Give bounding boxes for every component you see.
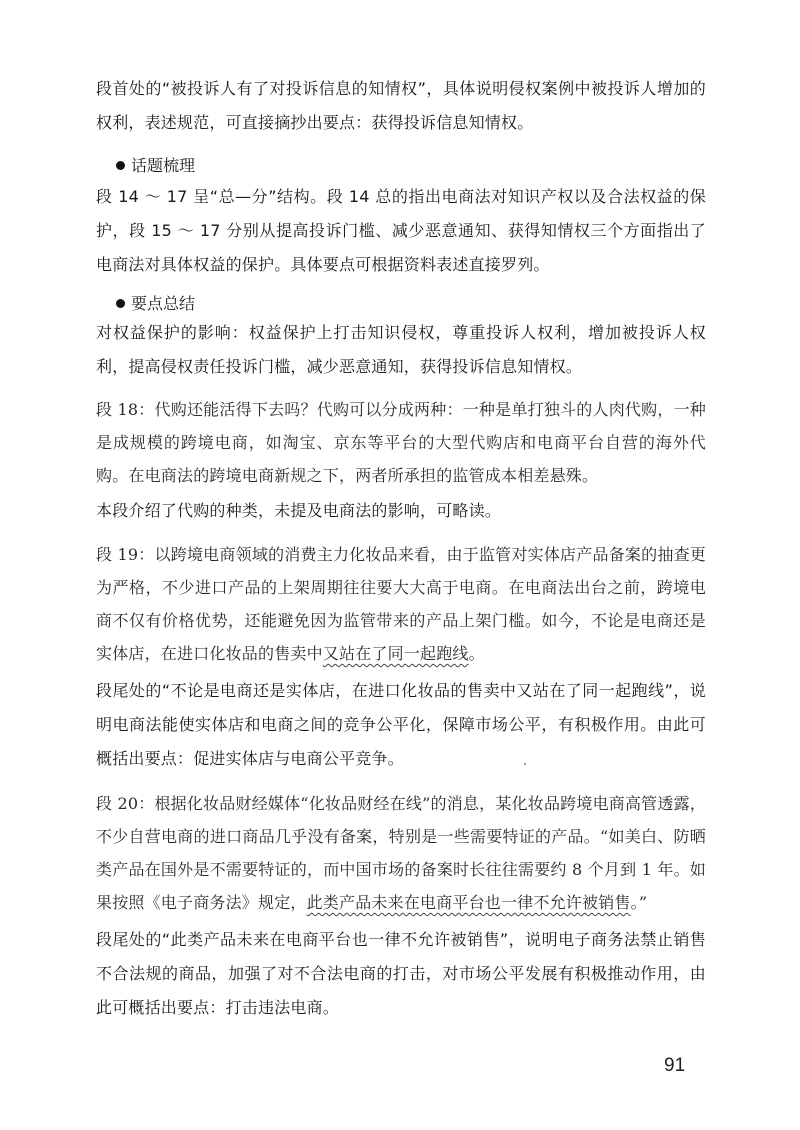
page-number: 91 — [664, 1055, 686, 1076]
paragraph-19-analysis: 段尾处的“不论是电商还是实体店，在进口化妆品的售卖中又站在了同一起跑线”，说明电商法能使实体店和电商之间的竞争公平化，保障市场公平，有积极作用。由此可概括出要点：促进实体店与电商公平竞争。 — [96, 681, 706, 768]
paragraph-key-points-summary: 对权益保护的影响：权益保护上打击知识侵权，尊重投诉人权利，增加被投诉人权利，提高侵权责任投诉门槛，减少恶意通知，获得投诉信息知情权。 — [96, 323, 706, 376]
underlined-phrase: 又站在了同一起跑线 — [322, 644, 469, 663]
section-heading-key-points — [116, 290, 195, 318]
paragraph-19-end: 。 — [468, 644, 485, 663]
section-heading-topic-outline — [116, 152, 195, 180]
source-paragraph-18: 段 18：代购还能活得下去吗？代购可以分成两种：一种是单打独斗的人肉代购，一种是成规模的跨境电商，如淘宝、京东等平台的大型代购店和电商平台自营的海外代购。在电商法的跨境电商新规之下，两者所承担的监管成本相差悬殊。 — [96, 400, 706, 485]
source-paragraph-20 — [96, 787, 706, 919]
paragraph-18-analysis: 本段介绍了代购的种类，未提及电商法的影响，可略读。 — [96, 501, 502, 520]
paragraph-20-end: 。” — [630, 893, 648, 912]
source-paragraph-19 — [96, 538, 706, 670]
paragraph-20-analysis: 段尾处的“此类产品未来在电商平台也一律不允许被销售”，说明电子商务法禁止销售不合法规的商品，加强了对不合法电商的打击，对市场公平发展有积极推动作用，由此可概括出要点：打击违法电商。 — [96, 930, 706, 1017]
bullet-icon — [116, 299, 125, 308]
paragraph-topic-outline: 段 14 ～ 17 呈“总—分”结构。段 14 总的指出电商法对知识产权以及合法权益的保护，段 15 ～ 17 分别从提高投诉门槛、减少恶意通知、获得知情权三个方面指出了电商法对具体权益的保护。具体要点可根据资料表述直接罗列。 — [96, 187, 706, 274]
bullet-icon — [116, 161, 125, 170]
paragraph-knowledge-right: 段首处的“被投诉人有了对投诉信息的知情权”，具体说明侵权案例中被投诉人增加的权利，表述规范，可直接摘抄出要点：获得投诉信息知情权。 — [96, 79, 706, 132]
heading-label: 话题梳理 — [131, 156, 196, 175]
underlined-phrase: 此类产品未来在电商平台也一律不允许被销售 — [306, 893, 631, 912]
heading-label: 要点总结 — [131, 294, 196, 313]
scan-speck — [524, 763, 526, 765]
paragraph-20-text: 段 20：根据化妆品财经媒体“化妆品财经在线”的消息，某化妆品跨境电商高管透露，不少自营电商的进口商品几乎没有备案，特别是一些需要特证的产品。“如美白、防晒类产品在国外是不需要特证的，而中国市场的备案时长往往需要约 8 个月到 1 年。如果按照《电子商务法》规定， — [96, 794, 706, 912]
paragraph-19-text: 段 19：以跨境电商领域的消费主力化妆品来看，由于监管对实体店产品备案的抽查更为严格，不少进口产品的上架周期往往要大大高于电商。在电商法出台之前，跨境电商不仅有价格优势，还能避免因为监管带来的产品上架门槛。如今，不论是电商还是实体店，在进口化妆品的售卖中 — [96, 545, 706, 663]
